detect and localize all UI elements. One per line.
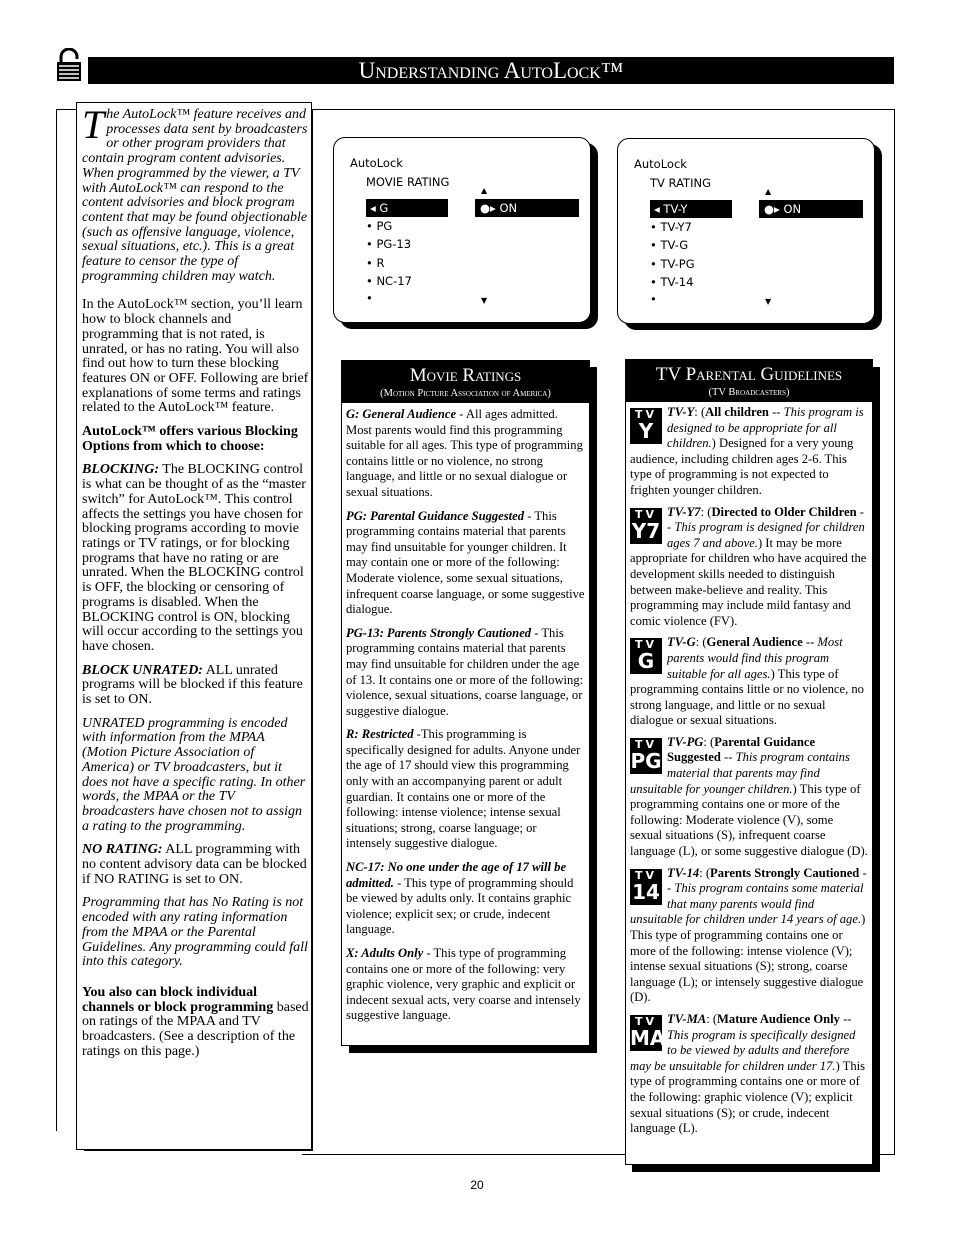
rating-item[interactable]: • PG-13 xyxy=(366,237,412,251)
tv-audience: General Audience xyxy=(706,635,803,650)
icon-bottom: G xyxy=(637,649,655,674)
rating-item-selected[interactable]: ◂ G xyxy=(366,199,448,217)
tv-text: ) This type of programming contains one or more of the following: Moderate violence (V), some sexual situations (S), infrequent coarse language (L), or some suggestive dialogue (D). xyxy=(630,781,868,859)
rating-label: NC-17: No one under the age of 17 will be admitted. xyxy=(346,860,567,890)
tv-code: TV-G xyxy=(667,635,696,650)
icon-bottom: Y7 xyxy=(631,518,661,543)
tv-audience: All children xyxy=(705,405,769,419)
padlock-icon xyxy=(55,48,83,82)
unrated-label: BLOCK UNRATED: xyxy=(82,662,203,678)
tv-audience: Parents Strongly Cautioned xyxy=(710,865,860,880)
tv-pg-icon xyxy=(630,738,662,774)
tv-audience: Mature Audience Only xyxy=(717,1011,840,1026)
tv-code: TV-Y7 xyxy=(667,504,701,519)
tv-description: -- Most parents would find this program suitable for all ages. xyxy=(667,635,843,681)
icon-top: TV xyxy=(634,408,658,421)
tv-description: -- This program contains material that parents may find unsuitable for younger children. xyxy=(630,750,850,796)
tv-text: ) This type of programming contains one or more of the following: intense violence (V); intense sexual situations (S); strong, coarse language (L); or intensely suggestive dialogue (D). xyxy=(630,912,866,1005)
rating-item[interactable]: • NC-17 xyxy=(366,274,412,288)
rating-item[interactable]: • xyxy=(366,291,373,305)
down-arrow-icon[interactable]: ▼ xyxy=(765,297,772,306)
tv-code: TV-PG xyxy=(667,734,704,749)
rating-item[interactable]: • PG xyxy=(366,219,393,233)
icon-bottom: MA xyxy=(630,1025,666,1050)
norating-note: Programming that has No Rating is not encoded with any rating information from the MPAA or the Parental Guidelines. Any programming could fall into this category. xyxy=(82,895,308,970)
closing-paragraph xyxy=(82,986,309,1060)
blocking-text: The BLOCKING control is what can be thought of as the “master switch” for AutoLock™. This control affects the settings you have chosen for blocking programs according to movie ratings or TV ratings, or for blocking programs that have no rating or are unrated. When the BLOCKING control is OFF, the blocking or censoring of programs is disabled. When the BLOCKING control is ON, blocking will occur according to the settings you have chosen. xyxy=(82,462,306,654)
rating-label: X: Adults Only xyxy=(346,946,424,960)
norating-text: ALL programming with no content advisory data can be blocked if NO RATING is set to ON. xyxy=(82,842,307,887)
tv-y7-icon xyxy=(630,508,662,544)
movie-ratings-heading: Movie Ratings xyxy=(409,365,522,386)
movie-rating-entry xyxy=(346,626,585,720)
tv-g-icon xyxy=(630,638,662,674)
movie-rating-entry xyxy=(346,860,585,938)
tv-rating-entry: TV PG TV-PG: (Parental Guidance Suggested -- This program contains material that parents may find unsuitable for younger children.) This type of programming contains one or more of the following: Moderate violence (V), some sexual situations (S), infrequent coarse language (L), or some suggestive dialogue (D). xyxy=(630,734,868,859)
icon-top: TV xyxy=(634,737,658,751)
norating-paragraph xyxy=(82,843,309,887)
closing-text: based on ratings of the MPAA and TV broadcasters. (See a description of the ratings on this page.) xyxy=(82,999,309,1059)
tv-rating-entry: TV 14 TV-14: (Parents Strongly Cautioned -- This program contains some material that many parents would find unsuitable for children under 14 years of age.) This type of programming contains one or more of the following: intense violence (V); intense sexual situations (S); strong, coarse language (L); or intensely suggestive dialogue (D). xyxy=(630,865,867,1005)
icon-bottom: PG xyxy=(630,748,662,773)
icon-top: TV xyxy=(634,638,658,652)
tv-audience: Parental Guidance Suggested xyxy=(667,734,816,765)
options-heading: AutoLock™ offers various Blocking Options from which to choose: xyxy=(82,424,298,454)
tv-rating-entry: TV G TV-G: (General Audience -- Most parents would find this program suitable for all ages.) This type of programming contains little or no violence, no strong language, and little or no sexual dialogue or sexual situations. xyxy=(630,635,864,728)
rating-item-selected[interactable]: ◂ TV-Y xyxy=(650,200,732,218)
section-paragraph: In the AutoLock™ section, you’ll learn how to block channels and programming that is not rated, is unrated, or has no rating. You will also find out how to turn these blocking features ON or OFF. Following are brief explanations of some terms and ratings related to the AutoLock™ feature. xyxy=(82,297,309,416)
intro-column xyxy=(76,102,312,1150)
rating-text: - This programming contains material that parents may find unsuitable for younger children. It may contain one or more of the following: Moderate violence, some sexual situations, infrequent coarse language, or some suggestive dialogue. xyxy=(346,508,585,617)
tv-text: ) This type of programming contains little or no violence, no strong language, and little or no sexual dialogue or sexual situations. xyxy=(630,666,864,728)
intro-paragraph xyxy=(82,102,309,284)
movie-rating-entry xyxy=(346,509,585,618)
rating-label: PG: Parental Guidance Suggested xyxy=(346,508,525,523)
screen-subtitle: MOVIE RATING xyxy=(366,175,450,189)
movie-rating-entry xyxy=(346,407,585,501)
tv-description: -- This program is designed to be appropriate for all children. xyxy=(667,405,864,451)
tv-rating-entry: TV Y7 TV-Y7: (Directed to Older Children -- This program is designed for children ages 7 and above.) It may be more appropriate for children who have acquired the development skills needed to distinguish between make-believe and reality. This programming may include mild fantasy and comic violence (FV). xyxy=(630,504,867,628)
screen-title: AutoLock xyxy=(634,157,687,171)
unrated-paragraph xyxy=(82,664,309,708)
intro-text: he AutoLock™ feature receives and processes data sent by broadcasters or other program providers that contain program content advisories. When programmed by the viewer, a TV with AutoLock™ can respond to the content advisories and block program content that may be found objectionable (such as offensive language, violence, sexual situations, etc.). This is a great feature to censor the type of programming children may watch. xyxy=(82,107,308,284)
movie-rating-entry xyxy=(346,946,585,1024)
up-arrow-icon[interactable]: ▲ xyxy=(765,187,772,196)
movie-rating-screen xyxy=(333,137,591,323)
rating-label: G: General Audience xyxy=(346,407,457,421)
norating-label: NO RATING: xyxy=(82,842,163,858)
tv-text: ) This type of programming contains one or more of the following: graphic violence (V); explicit sexual situations (S); or crude, indecent language (L). xyxy=(630,1058,866,1136)
tv-code: TV-Y xyxy=(667,405,695,419)
drop-cap: T xyxy=(82,102,105,147)
down-arrow-icon[interactable]: ▼ xyxy=(481,296,488,305)
tv-guidelines-box xyxy=(625,359,873,1165)
movie-ratings-list xyxy=(342,403,589,1024)
icon-top: TV xyxy=(634,507,658,521)
tv-14-icon xyxy=(630,869,662,905)
rating-value[interactable]: ●▸ ON xyxy=(475,199,579,217)
icon-top: TV xyxy=(634,1014,658,1028)
screen-title: AutoLock xyxy=(350,156,403,170)
rating-text: - This type of programming contains one or more of the following: very graphic violence, very graphic and explicit or indecent sexual acts, very coarse and intensely suggestive language. xyxy=(346,946,581,1023)
page-title: Understanding AutoLock™ xyxy=(88,57,894,84)
rating-item[interactable]: • TV-PG xyxy=(650,257,695,271)
icon-bottom: Y xyxy=(638,419,654,443)
blocking-label: BLOCKING: xyxy=(82,462,160,478)
tv-rating-entry: TV Y TV-Y: (All children -- This program is designed to be appropriate for all children.) Designed for a very young audience, including children ages 2-6. This type of programming is not expected to frighten younger children. xyxy=(630,405,864,497)
rating-text: -This programming is specifically designed for adults. Anyone under the age of 17 should view this programming only with an accompanying parent or adult guardian. It contains one or more of the following: intense violence; intense sexual situations; strong, coarse language; or intensely suggestive dialogue. xyxy=(346,727,581,851)
tv-description: -- This program is specifically designed to be viewed by adults and therefore may be unsuitable for children under 17. xyxy=(630,1011,856,1073)
tv-guidelines-heading: TV Parental Guidelines xyxy=(655,364,843,385)
tv-guidelines-header xyxy=(626,360,872,402)
rating-value[interactable]: ●▸ ON xyxy=(759,200,863,218)
tv-code: TV-MA xyxy=(667,1011,707,1026)
tv-description: -- This program is designed for children ages 7 and above. xyxy=(667,504,865,550)
icon-top: TV xyxy=(634,868,658,882)
unrated-note: UNRATED programming is encoded with information from the MPAA (Motion Picture Association of America) or TV broadcasters, but it does not have a specific rating. In other words, the MPAA or the TV broadcasters have chosen not to assign a rating to the programming. xyxy=(82,715,306,834)
screen-subtitle: TV RATING xyxy=(650,176,711,190)
tv-text: ) Designed for a very young audience, including children ages 2-6. This type of programming is not expected to frighten younger children. xyxy=(630,436,854,497)
tv-y-icon xyxy=(630,408,662,444)
tv-text: ) It may be more appropriate for children who have acquired the development skills needed to distinguish between make-believe and reality. This programming may include mild fantasy and comic violence (FV). xyxy=(630,535,867,628)
rating-label: R: Restricted xyxy=(346,727,414,742)
movie-rating-entry xyxy=(346,727,585,852)
blocking-paragraph xyxy=(82,463,309,654)
rating-item[interactable]: • TV-Y7 xyxy=(650,220,692,234)
tv-audience: Directed to Older Children xyxy=(711,504,857,519)
closing-bold: You also can block individual channels or block programming xyxy=(82,984,274,1015)
page-number: 20 xyxy=(470,1178,484,1192)
rating-item[interactable]: • xyxy=(650,292,657,306)
movie-ratings-header xyxy=(342,361,589,403)
tv-rating-screen xyxy=(617,138,875,324)
tv-code: TV-14 xyxy=(667,865,700,880)
rating-text: - This programming contains material that parents may find unsuitable for children under the age of 13. It contains one or more of the following: violence, sexual situations, coarse language, or suggestive dialogue. xyxy=(346,625,584,718)
up-arrow-icon[interactable]: ▲ xyxy=(481,186,488,195)
rating-text: - All ages admitted. Most parents would find this programming suitable for all ages. This type of programming contains little or no violence, no strong language, and little or no sexual dialogue or sexual situations. xyxy=(346,407,583,499)
rating-text: - This type of programming should be viewed by adults only. It contains graphic violence; explicit sex; or crude, indecent language. xyxy=(346,875,574,937)
movie-ratings-subheading: (Motion Picture Association of America) xyxy=(380,388,551,399)
movie-ratings-box xyxy=(341,360,590,1046)
rating-item[interactable]: • TV-14 xyxy=(650,275,694,289)
rating-label: PG-13: Parents Strongly Cautioned xyxy=(346,625,532,640)
tv-ma-icon xyxy=(630,1014,666,1051)
tv-guidelines-subheading: (TV Broadcasters) xyxy=(708,387,790,398)
rating-item[interactable]: • TV-G xyxy=(650,238,689,252)
icon-bottom: 14 xyxy=(632,879,660,904)
tv-description: -- This program contains some material that many parents would find unsuitable for children under 14 years of age. xyxy=(630,865,867,927)
tv-guidelines-list xyxy=(626,402,872,1137)
unrated-text: ALL unrated programs will be blocked if this feature is set to ON. xyxy=(82,662,303,708)
rating-item[interactable]: • R xyxy=(366,256,385,270)
tv-rating-entry: TV MA TV-MA: (Mature Audience Only -- This program is specifically designed to be viewed by adults and therefore may be unsuitable for children under 17.) This type of programming contains one or more of the following: graphic violence (V); explicit sexual situations (S); or crude, indecent language (L). xyxy=(630,1011,866,1136)
